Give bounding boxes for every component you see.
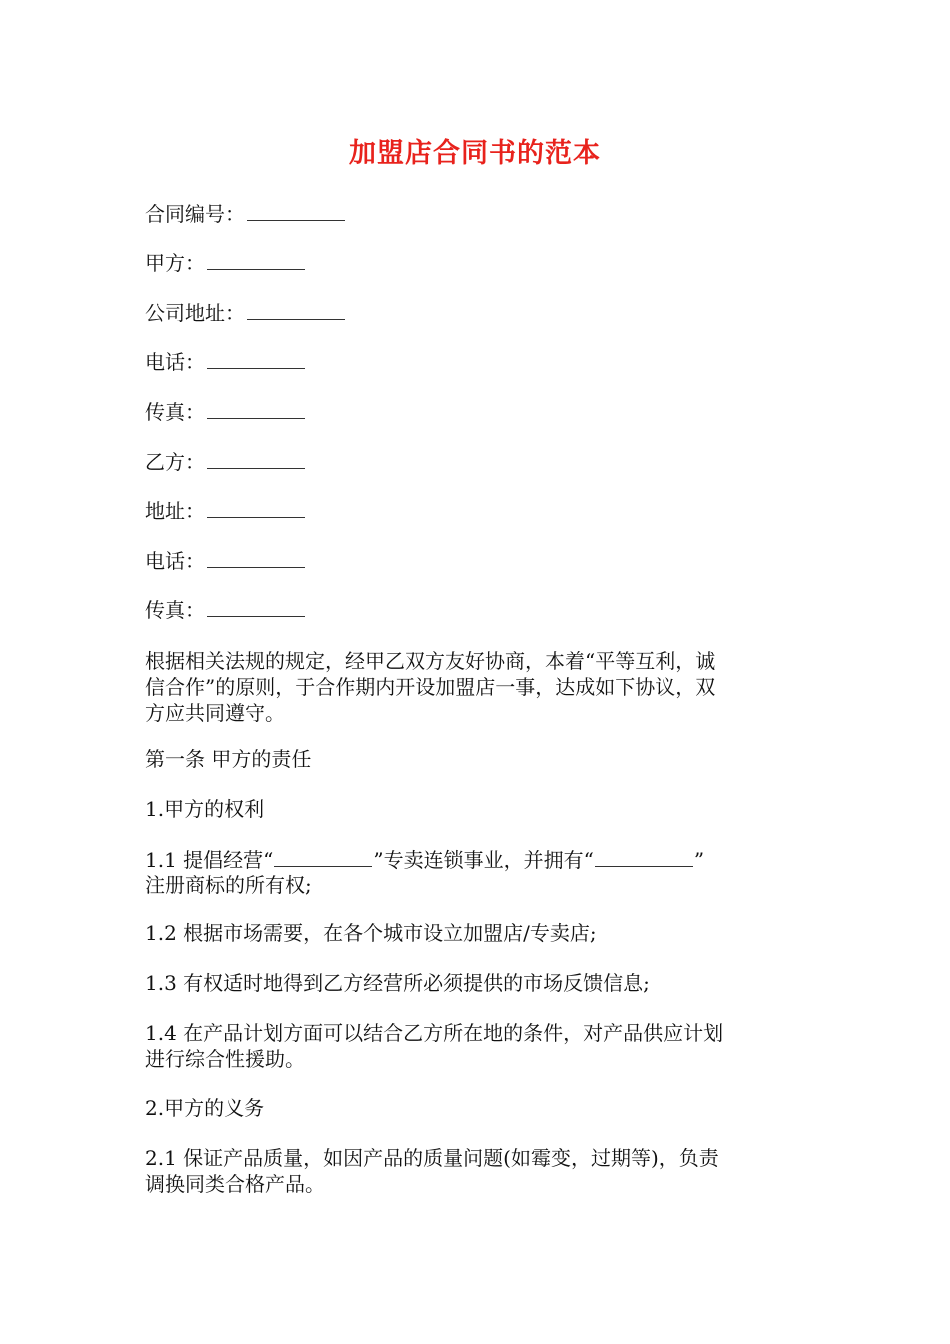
field-label: 传真：: [145, 400, 205, 424]
clause-1-1: [145, 846, 810, 898]
section-heading: 2.甲方的义务: [145, 1096, 265, 1120]
field-label: 乙方：: [145, 450, 205, 474]
field-label: 电话：: [145, 350, 205, 374]
fill-blank: [595, 846, 693, 867]
fill-blank: [207, 448, 305, 469]
clause-line: 调换同类合格产品。: [145, 1172, 325, 1196]
clause-2-1: [145, 1145, 810, 1197]
fill-blank: [247, 299, 345, 320]
fill-blank: [207, 497, 305, 518]
fill-blank: [207, 249, 305, 270]
field-label: 地址：: [145, 499, 205, 523]
fill-blank: [274, 846, 372, 867]
clause-line: 2.1 保证产品质量，如因产品的质量问题(如霉变，过期等)，负责: [145, 1146, 719, 1170]
field-party-a: [145, 249, 810, 275]
field-party-a-phone: [145, 348, 810, 374]
intro-line: 方应共同遵守。: [145, 701, 285, 725]
fill-blank: [207, 547, 305, 568]
field-label: 公司地址：: [145, 301, 245, 325]
clause-1-4: [145, 1020, 810, 1072]
field-party-b-address: [145, 497, 810, 523]
field-party-b-phone: [145, 547, 810, 573]
fill-blank: [247, 200, 345, 221]
clause-1-2: 1.2 根据市场需要，在各个城市设立加盟店/专卖店;: [145, 921, 597, 945]
clause-line: [145, 846, 810, 872]
document-title: 加盟店合同书的范本: [349, 138, 601, 169]
clause-line: 注册商标的所有权;: [145, 873, 312, 897]
field-label: 甲方：: [145, 251, 205, 275]
clause-line: 进行综合性援助。: [145, 1047, 305, 1071]
field-label: 电话：: [145, 549, 205, 573]
field-label: 传真：: [145, 598, 205, 622]
intro-line: 根据相关法规的规定，经甲乙双方友好协商，本着“平等互利，诚: [145, 649, 716, 673]
section-heading: 1.甲方的权利: [145, 797, 265, 821]
fill-blank: [207, 398, 305, 419]
field-contract-number: [145, 200, 810, 226]
field-label: 合同编号：: [145, 202, 245, 226]
fill-blank: [207, 348, 305, 369]
field-company-address: [145, 299, 810, 325]
clause-text: 1.1 提倡经营“: [145, 848, 274, 872]
clause-text: ”: [693, 848, 705, 872]
article-heading: 第一条 甲方的责任: [145, 747, 312, 771]
intro-paragraph: [145, 648, 810, 726]
field-party-b: [145, 448, 810, 474]
fill-blank: [207, 596, 305, 617]
clause-1-3: 1.3 有权适时地得到乙方经营所必须提供的市场反馈信息;: [145, 971, 650, 995]
clause-line: 1.4 在产品计划方面可以结合乙方所在地的条件，对产品供应计划: [145, 1021, 724, 1045]
field-party-b-fax: [145, 596, 810, 622]
clause-text: ”专卖连锁事业，并拥有“: [373, 848, 594, 872]
field-party-a-fax: [145, 398, 810, 424]
intro-line: 信合作”的原则，于合作期内开设加盟店一事，达成如下协议，双: [145, 675, 716, 699]
